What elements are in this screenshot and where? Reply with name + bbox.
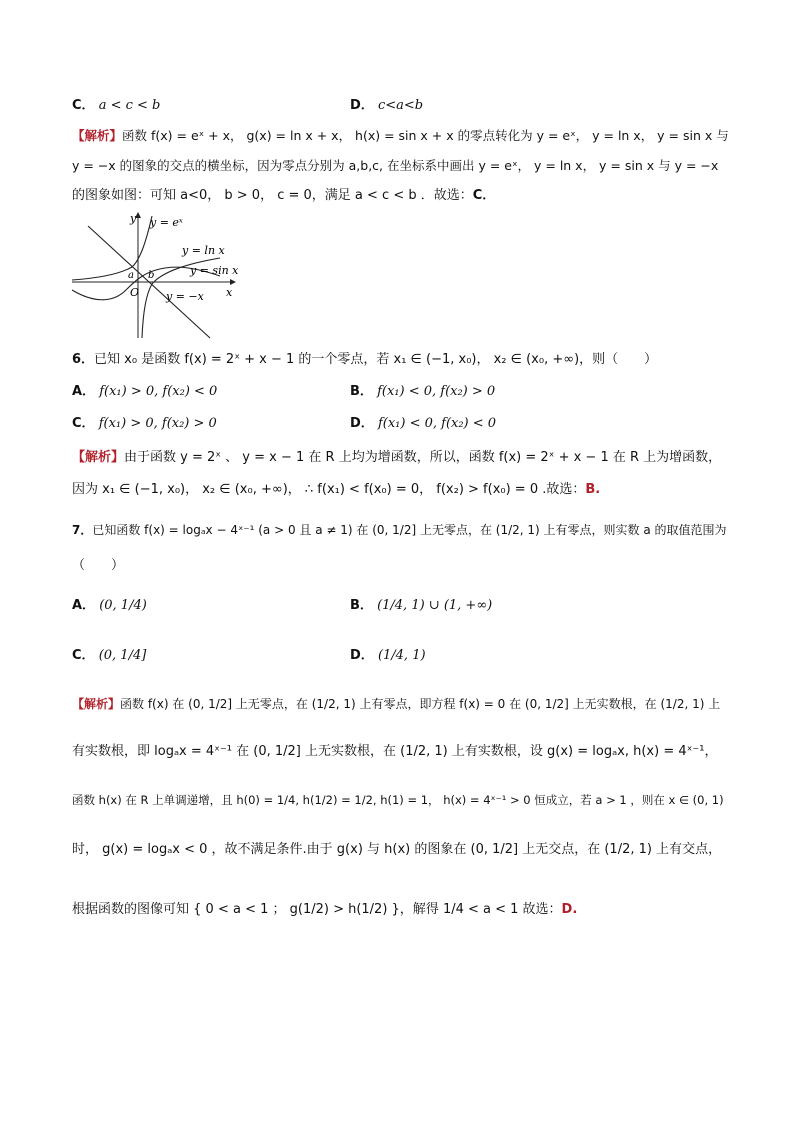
- q6-option-d: D． f(x₁) < 0, f(x₂) < 0: [350, 416, 497, 431]
- q7-option-c: C． (0, 1/4]: [72, 648, 147, 663]
- q7-analysis-line-1: 【解析】函数 f(x) 在 (0, 1/2] 上无零点，在 (1/2, 1) 上有零点，即方程 f(x) = 0 在 (0, 1/2] 上无实数根，在 (1/2, 1) 上: [72, 697, 721, 711]
- q7-stem: 7．已知函数 f(x) = logₐx − 4ˣ⁻¹ (a > 0 且 a ≠ 1) 在 (0, 1/2] 上无零点，在 (1/2, 1) 上有零点，则实数 a 的取值范围为: [72, 523, 727, 537]
- q6-option-c: C． f(x₁) > 0, f(x₂) > 0: [72, 416, 217, 431]
- label-y: y: [130, 212, 137, 225]
- label-ln: y = ln x: [182, 244, 225, 257]
- label-x: x: [226, 286, 233, 299]
- label-neg-x: y = −x: [166, 290, 204, 303]
- function-graph: [70, 212, 240, 342]
- q7-analysis-line-5: 根据函数的图像可知 { 0 < a < 1 ； g(1/2) > h(1/2) }，解得 1/4 < a < 1 故选：D.: [72, 902, 578, 917]
- q6-option-b: B． f(x₁) < 0, f(x₂) > 0: [350, 384, 496, 399]
- label-b: b: [148, 270, 155, 281]
- q5-analysis-line-2: y = −x 的图象的交点的横坐标，因为零点分别为 a,b,c, 在坐标系中画出 y = eˣ， y = ln x， y = sin x 与 y = −x: [72, 158, 719, 173]
- q7-analysis-line-4: 时， g(x) = logₐx < 0 ，故不满足条件.由于 g(x) 与 h(x) 的图象在 (0, 1/2] 上无交点，在 (1/2, 1) 上有交点，: [72, 842, 722, 857]
- x-axis-arrow: [230, 279, 236, 285]
- label-a: a: [128, 270, 134, 281]
- q5-option-c: C． a < c < b: [72, 98, 161, 113]
- q6-option-a: A． f(x₁) > 0, f(x₂) < 0: [72, 384, 218, 399]
- q7-analysis-line-2: 有实数根，即 logₐx = 4ˣ⁻¹ 在 (0, 1/2] 上无实数根，在 (1/2, 1) 上有实数根，设 g(x) = logₐx, h(x) = 4ˣ⁻¹，: [72, 744, 718, 759]
- q6-analysis-line-1: 【解析】由于函数 y = 2ˣ 、 y = x − 1 在 R 上均为增函数，所以，函数 f(x) = 2ˣ + x − 1 在 R 上为增函数，: [72, 450, 722, 465]
- q7-option-a: A． (0, 1/4): [72, 598, 147, 613]
- q6-stem: 6．已知 x₀ 是函数 f(x) = 2ˣ + x − 1 的一个零点，若 x₁ ∈ (−1, x₀)， x₂ ∈ (x₀, +∞)，则（ ）: [72, 352, 658, 367]
- q5-analysis-line-3: 的图象如图：可知 a<0， b > 0， c = 0，满足 a < c < b ．故选：C．: [72, 188, 496, 203]
- q5-option-d: D． c<a<b: [350, 98, 424, 113]
- q7-analysis-line-3: 函数 h(x) 在 R 上单调递增，且 h(0) = 1/4, h(1/2) = 1/2, h(1) = 1， h(x) = 4ˣ⁻¹ > 0 恒成立，若 a > 1 ，则在 x ∈ (0, 1): [72, 793, 724, 807]
- q7-option-b: B． (1/4, 1) ∪ (1, +∞): [350, 598, 493, 613]
- label-origin: O: [130, 286, 140, 299]
- label-exp: y = eˣ: [150, 216, 183, 229]
- q6-analysis-line-2: 因为 x₁ ∈ (−1, x₀)， x₂ ∈ (x₀, +∞)， ∴ f(x₁) < f(x₀) = 0， f(x₂) > f(x₀) = 0 .故选：B.: [72, 482, 601, 497]
- q5-analysis-line-1: 【解析】函数 f(x) = eˣ + x， g(x) = ln x + x， h(x) = sin x + x 的零点转化为 y = eˣ， y = ln x， y = sin x 与: [72, 128, 729, 143]
- q7-option-d: D． (1/4, 1): [350, 648, 426, 663]
- label-sin: y = sin x: [190, 264, 239, 277]
- q7-paren: （ ）: [72, 558, 125, 573]
